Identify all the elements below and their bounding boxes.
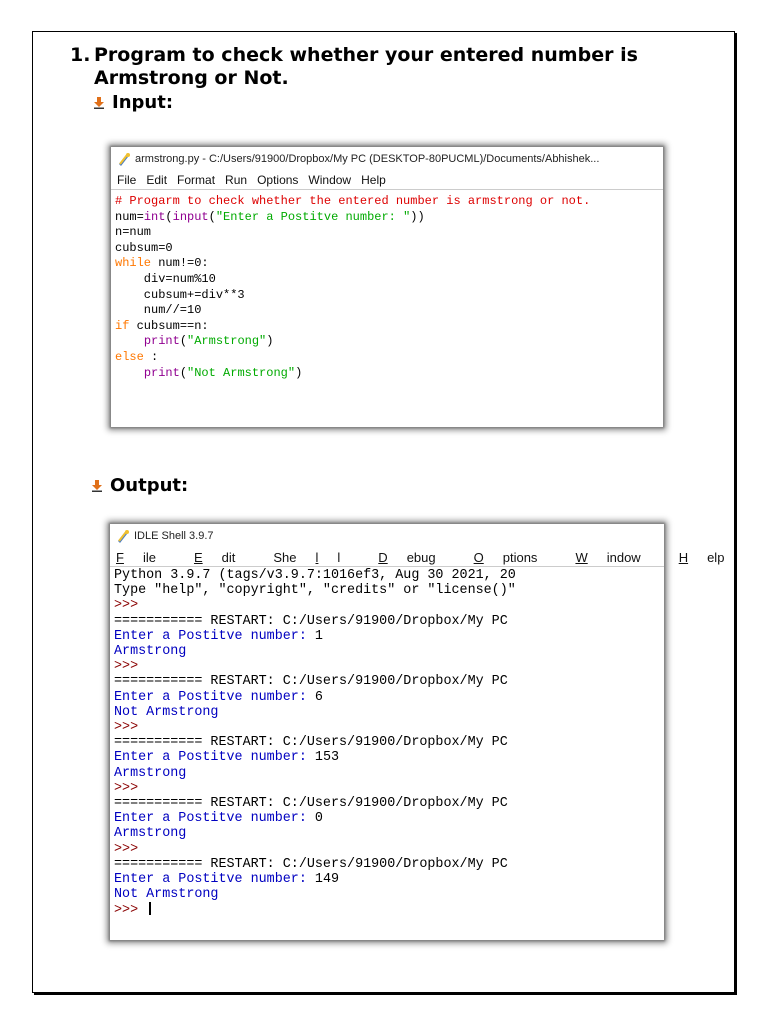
- editor-menu-file[interactable]: File: [117, 173, 137, 187]
- shell-menu-debug[interactable]: D ebug: [378, 549, 436, 565]
- code-line: if cubsum==n:: [115, 318, 209, 333]
- code-line: else :: [115, 349, 159, 364]
- shell-input-line: Enter a Postitve number: 6: [114, 689, 323, 705]
- shell-input-line: Enter a Postitve number: 0: [114, 811, 323, 827]
- shell-window: [110, 524, 725, 940]
- editor-menu-options[interactable]: Options: [257, 173, 299, 187]
- shell-prompt: >>>: [114, 720, 139, 736]
- arrow-down-bullet-icon: [94, 97, 104, 109]
- editor-menu-window[interactable]: Window: [308, 173, 352, 187]
- editor-titlebar: [111, 147, 663, 171]
- question-heading: [70, 44, 710, 90]
- idle-python-icon: [116, 529, 130, 543]
- shell-prompt: >>>: [114, 659, 139, 675]
- editor-title: armstrong.py - C:/Users/91900/Dropbox/My PC (DESKTOP-80PUCML)/Documents/Abhishek...: [135, 153, 600, 165]
- code-line: print("Not Armstrong"): [143, 365, 303, 380]
- shell-title: IDLE Shell 3.9.7: [134, 530, 214, 542]
- shell-titlebar: [110, 524, 664, 548]
- shell-restart-line: =========== RESTART: C:/Users/91900/Dropbox/My PC: [114, 856, 508, 872]
- code-line: cubsum+=div**3: [115, 287, 245, 302]
- heading-line-2: Armstrong or Not.: [94, 67, 289, 89]
- idle-python-icon: [117, 152, 131, 166]
- shell-menubar: [110, 548, 725, 567]
- input-label: Input:: [112, 92, 174, 113]
- shell-restart-line: =========== RESTART: C:/Users/91900/Dropbox/My PC: [114, 796, 508, 812]
- arrow-down-bullet-icon: [92, 480, 102, 492]
- shell-banner: Python 3.9.7 (tags/v3.9.7:1016ef3, Aug 30 2021, 20: [114, 568, 516, 583]
- editor-menu-format[interactable]: Format: [177, 173, 216, 187]
- editor-code-area[interactable]: [111, 190, 663, 381]
- shell-restart-line: =========== RESTART: C:/Users/91900/Dropbox/My PC: [114, 674, 508, 690]
- shell-restart-line: =========== RESTART: C:/Users/91900/Dropbox/My PC: [114, 735, 508, 751]
- input-section-label: [94, 92, 173, 113]
- shell-result-line: Not Armstrong: [114, 704, 219, 720]
- shell-menu-help[interactable]: H elp: [678, 549, 725, 565]
- code-line: print("Armstrong"): [143, 334, 274, 349]
- shell-result-line: Armstrong: [114, 826, 187, 842]
- shell-input-line: Enter a Postitve number: 149: [114, 872, 340, 888]
- code-line: cubsum=0: [115, 240, 173, 255]
- editor-menubar: [111, 171, 663, 190]
- output-label: Output:: [110, 475, 189, 496]
- shell-prompt: >>>: [114, 841, 139, 857]
- shell-menu-options[interactable]: O ptions: [473, 549, 538, 565]
- editor-window: [111, 147, 663, 427]
- shell-prompt: >>>: [114, 598, 139, 614]
- code-line: while num!=0:: [115, 256, 209, 271]
- shell-result-line: Not Armstrong: [114, 887, 219, 903]
- output-section-label: [92, 475, 188, 496]
- shell-result-line: Armstrong: [114, 765, 187, 781]
- shell-restart-line: =========== RESTART: C:/Users/91900/Dropbox/My PC: [114, 613, 508, 629]
- editor-menu-edit[interactable]: Edit: [146, 173, 168, 187]
- heading-line-1: Program to check whether your entered number is: [94, 44, 638, 66]
- code-line: num//=10: [115, 303, 202, 318]
- shell-output-area[interactable]: [110, 567, 664, 919]
- shell-input-line: Enter a Postitve number: 153: [114, 750, 340, 766]
- shell-prompt: >>>: [114, 780, 139, 796]
- editor-menu-run[interactable]: Run: [225, 173, 248, 187]
- shell-menu-window[interactable]: W indow: [575, 549, 641, 565]
- shell-menu-edit[interactable]: E dit: [193, 549, 236, 565]
- code-line: # Progarm to check whether the entered number is armstrong or not.: [115, 194, 591, 208]
- shell-menu-file[interactable]: F ile: [116, 549, 156, 565]
- shell-result-line: Armstrong: [114, 644, 187, 660]
- code-line: num=int(input("Enter a Postitve number: ")): [115, 209, 425, 224]
- text-cursor: [149, 902, 151, 915]
- shell-final-prompt[interactable]: >>>: [114, 903, 151, 918]
- code-line: n=num: [115, 225, 152, 240]
- editor-menu-help[interactable]: Help: [361, 173, 386, 187]
- code-line: div=num%10: [115, 271, 216, 286]
- question-number: 1.: [70, 44, 91, 66]
- shell-input-line: Enter a Postitve number: 1: [114, 628, 323, 644]
- shell-banner: Type "help", "copyright", "credits" or "license()": [114, 583, 516, 599]
- shell-menu-shell[interactable]: She l l: [273, 549, 341, 565]
